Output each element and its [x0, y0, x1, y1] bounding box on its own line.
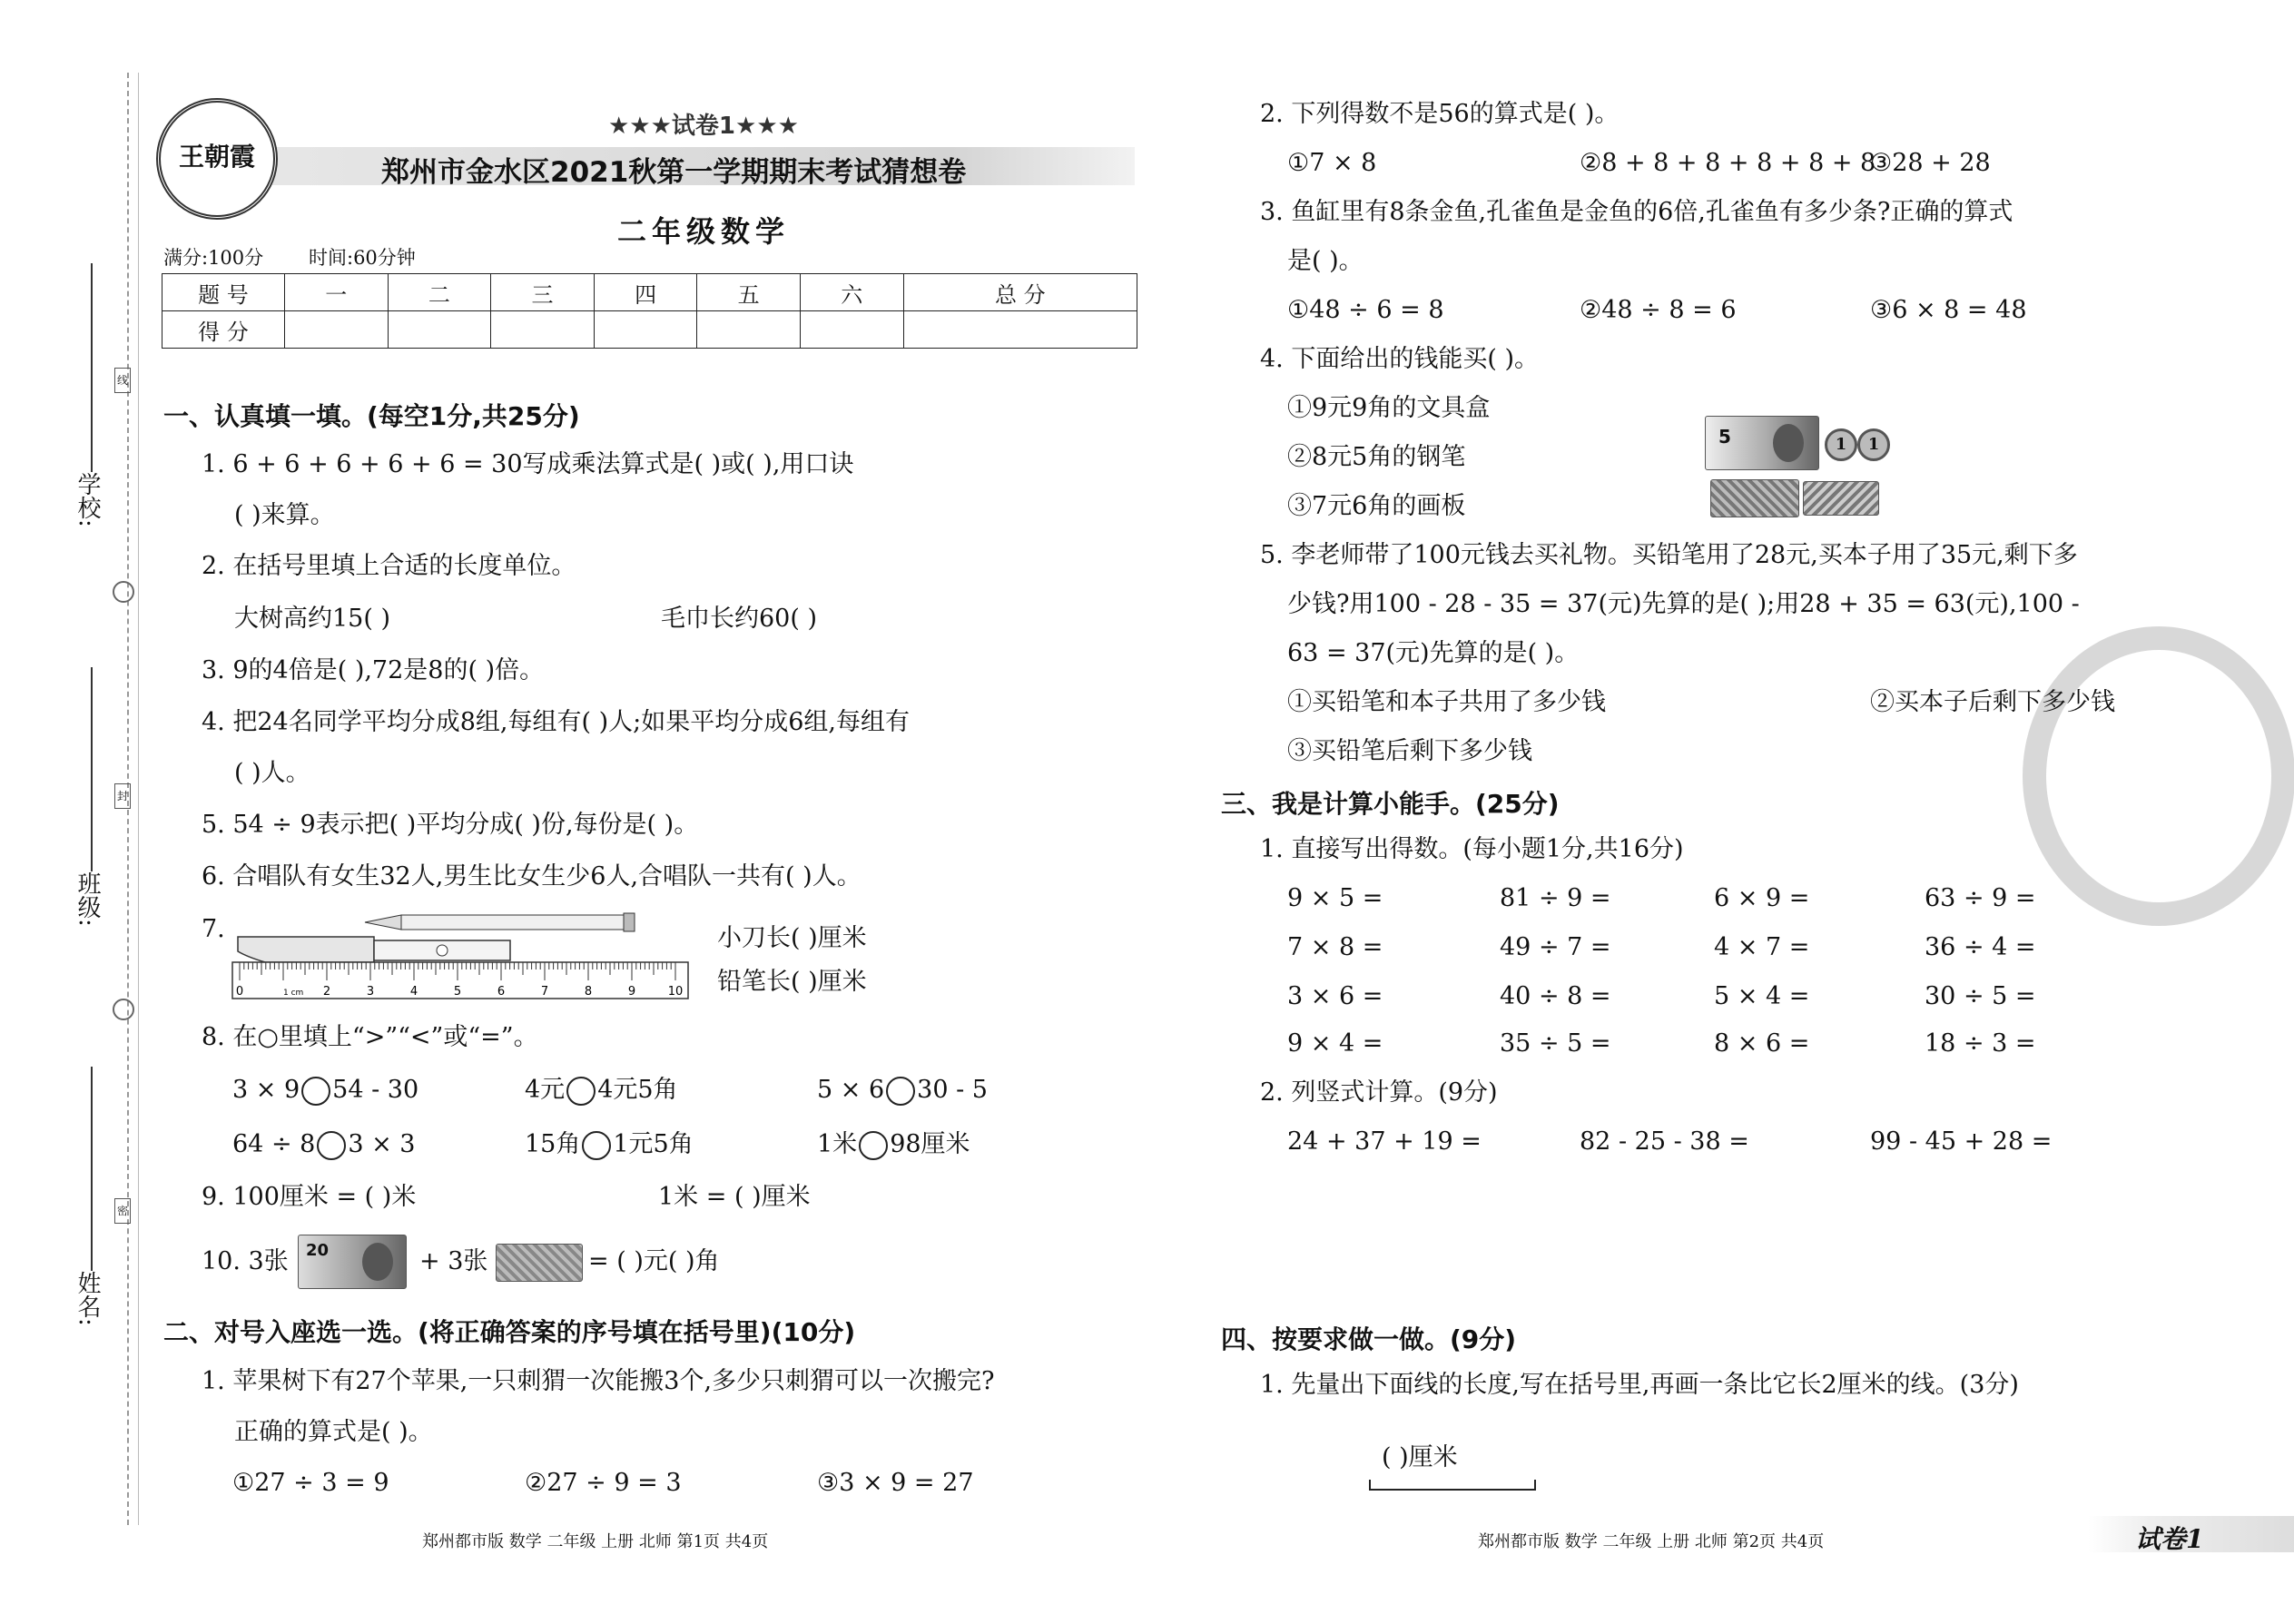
- calc-item: 40 ÷ 8 =: [1500, 982, 1611, 1010]
- binding-ring-icon: [113, 999, 134, 1020]
- binding-mark-seal: 封: [114, 783, 131, 809]
- score-cell[interactable]: [388, 311, 491, 349]
- exam-title: 郑州市金水区2021秋第一学期期末考试猜想卷: [381, 156, 967, 189]
- ruler-label: 3: [366, 985, 375, 999]
- s2-question-3-line-1: 3. 鱼缸里有8条金鱼,孔雀鱼是金鱼的6倍,孔雀鱼有多少条?正确的算式: [1260, 198, 2013, 226]
- calc-item: 36 ÷ 4 =: [1925, 933, 2036, 961]
- compare-right: 54 - 30: [332, 1076, 419, 1104]
- coin-1-jiao-icon: 1: [1857, 428, 1890, 461]
- portrait-icon: [1773, 424, 1804, 462]
- option: ①买铅笔和本子共用了多少钱: [1287, 688, 1606, 716]
- calc-item: 35 ÷ 5 =: [1500, 1029, 1611, 1058]
- table-cell: 得 分: [162, 311, 285, 349]
- option: ③买铅笔后剩下多少钱: [1287, 737, 1532, 765]
- binding-mark-dense: 密: [114, 1198, 131, 1224]
- ruler-figure: [229, 908, 694, 1002]
- score-cell[interactable]: [594, 311, 697, 349]
- name-field[interactable]: [91, 1067, 93, 1271]
- footer-right: 郑州都市版 数学 二年级 上册 北师 第2页 共4页: [1478, 1532, 1825, 1551]
- question-6: 6. 合唱队有女生32人,男生比女生少6人,合唱队一共有( )人。: [202, 862, 861, 891]
- score-cell[interactable]: [491, 311, 595, 349]
- question-8: 8. 在○里填上“>”“<”或“=”。: [202, 1023, 538, 1051]
- option: ③7元6角的画板: [1287, 492, 1466, 520]
- compare-left: 64 ÷ 8: [232, 1130, 316, 1158]
- calc-item: 9 × 4 =: [1287, 1029, 1383, 1058]
- compare-circle[interactable]: [859, 1131, 888, 1160]
- dense-watermark-icon: [2023, 626, 2294, 926]
- calc-item: 18 ÷ 3 =: [1925, 1029, 2036, 1058]
- measure-blank: ( )厘米: [1382, 1443, 1458, 1471]
- compare-item: [525, 1074, 678, 1107]
- question-7-knife: 小刀长( )厘米: [717, 924, 867, 952]
- compare-circle[interactable]: [301, 1077, 330, 1106]
- compare-circle[interactable]: [317, 1131, 346, 1160]
- binding-ring-icon: [113, 581, 134, 603]
- s2-question-5-line-2: 少钱?用100 - 28 - 35 = 37(元)先算的是( );用28 + 35 = 63(元),100 -: [1287, 590, 2080, 618]
- section-2-title: 二、对号入座选一选。(将正确答案的序号填在括号里)(10分): [163, 1317, 856, 1347]
- paper-number-title: ★★★试卷1★★★: [608, 113, 799, 140]
- pencil-icon: [365, 913, 635, 931]
- table-cell: 题 号: [162, 274, 285, 311]
- option: ③3 × 9 = 27: [817, 1469, 974, 1497]
- score-cell[interactable]: [800, 311, 903, 349]
- ruler-label: 8: [584, 985, 593, 999]
- question-3: 3. 9的4倍是( ),72是8的( )倍。: [202, 656, 545, 684]
- s2-question-3-line-2: 是( )。: [1287, 247, 1364, 275]
- full-score: 满分:100分: [163, 247, 264, 269]
- compare-left: 4元: [525, 1076, 566, 1104]
- coin-1-jiao-icon: 1: [1825, 428, 1857, 461]
- question-1-line-2: ( )来算。: [234, 501, 335, 529]
- table-cell: 二: [388, 274, 491, 311]
- portrait-icon: [362, 1243, 393, 1281]
- school-field[interactable]: [91, 263, 93, 472]
- banknote-value: 20: [306, 1241, 330, 1260]
- s3-question-2: 2. 列竖式计算。(9分): [1260, 1078, 1498, 1107]
- question-2-b: 毛巾长约60( ): [661, 605, 818, 633]
- compare-circle[interactable]: [582, 1131, 611, 1160]
- question-10-c: = ( )元( )角: [588, 1247, 720, 1275]
- table-cell: 六: [800, 274, 903, 311]
- score-table-header-row: [162, 274, 1137, 311]
- ruler-label: 4: [409, 985, 418, 999]
- ruler-label: 2: [322, 985, 331, 999]
- compare-item: [817, 1128, 970, 1161]
- calc-item: 6 × 9 =: [1714, 884, 1810, 912]
- calc-item: 4 × 7 =: [1714, 933, 1810, 961]
- school-label: 学校:: [74, 472, 101, 527]
- compare-right: 30 - 5: [917, 1076, 988, 1104]
- table-cell: 总 分: [903, 274, 1137, 311]
- ruler-label: 5: [453, 985, 462, 999]
- question-7-number: 7.: [202, 915, 225, 943]
- banknote-value: 5: [1718, 426, 1731, 448]
- calc-item: 5 × 4 =: [1714, 982, 1810, 1010]
- calc-item: 49 ÷ 7 =: [1500, 933, 1611, 961]
- table-cell: 三: [491, 274, 595, 311]
- table-cell: 五: [697, 274, 801, 311]
- brand-logo: [156, 98, 278, 220]
- ruler-label: 1 cm: [283, 989, 304, 998]
- banknote-2-jiao-icon: [1710, 479, 1799, 517]
- table-cell: 四: [594, 274, 697, 311]
- calc-item: 3 × 6 =: [1287, 982, 1383, 1010]
- binding-solid-line: [138, 73, 139, 1525]
- class-label: 班级:: [74, 871, 101, 927]
- vertical-calc: 24 + 37 + 19 =: [1287, 1127, 1482, 1156]
- calc-item: 9 × 5 =: [1287, 884, 1383, 912]
- s2-question-2: 2. 下列得数不是56的算式是( )。: [1260, 100, 1620, 128]
- option: ①48 ÷ 6 = 8: [1287, 296, 1444, 324]
- compare-right: 4元5角: [597, 1076, 678, 1104]
- ruler-label: 7: [540, 985, 549, 999]
- binding-mark-line: 线: [114, 368, 131, 393]
- question-4-line-1: 4. 把24名同学平均分成8组,每组有( )人;如果平均分成6组,每组有: [202, 708, 910, 736]
- question-9-a: 9. 100厘米 = ( )米: [202, 1183, 417, 1211]
- question-2-a: 大树高约15( ): [234, 605, 391, 633]
- banknote-2-jiao-icon: [496, 1244, 583, 1282]
- option: ③6 × 8 = 48: [1870, 296, 2027, 324]
- calc-item: 30 ÷ 5 =: [1925, 982, 2036, 1010]
- compare-item: [525, 1128, 694, 1161]
- paper-tag: [2088, 1516, 2294, 1552]
- option: ②买本子后剩下多少钱: [1870, 688, 2115, 716]
- vertical-calc: 99 - 45 + 28 =: [1870, 1127, 2053, 1156]
- ruler-label: 6: [497, 985, 506, 999]
- option: ①7 × 8: [1287, 149, 1377, 177]
- banknote-20-yuan-icon: [298, 1235, 407, 1289]
- question-1-line-1: 1. 6 + 6 + 6 + 6 + 6 = 30写成乘法算式是( )或( ),用口诀: [202, 450, 854, 478]
- compare-left: 1米: [817, 1130, 858, 1158]
- compare-circle[interactable]: [566, 1077, 596, 1106]
- compare-left: 3 × 9: [232, 1076, 300, 1104]
- option: ②27 ÷ 9 = 3: [525, 1469, 682, 1497]
- score-table: [162, 273, 1137, 349]
- option: ②8 + 8 + 8 + 8 + 8 + 8: [1580, 149, 1876, 177]
- question-4-line-2: ( )人。: [234, 759, 310, 787]
- vertical-calc: 82 - 25 - 38 =: [1580, 1127, 1749, 1156]
- question-10-b: + 3张: [419, 1247, 488, 1275]
- compare-right: 3 × 3: [348, 1130, 416, 1158]
- calc-item: 63 ÷ 9 =: [1925, 884, 2036, 912]
- option: ②48 ÷ 8 = 6: [1580, 296, 1737, 324]
- compare-left: 15角: [525, 1130, 581, 1158]
- s2-question-1-line-2: 正确的算式是( )。: [234, 1418, 433, 1446]
- option: ②8元5角的钢笔: [1287, 443, 1466, 471]
- calc-item: 81 ÷ 9 =: [1500, 884, 1611, 912]
- ruler-label: 10: [667, 985, 684, 999]
- banknote-1-jiao-icon: [1803, 481, 1879, 516]
- s2-question-5-line-1: 5. 李老师带了100元钱去买礼物。买铅笔用了28元,买本子用了35元,剩下多: [1260, 541, 2078, 569]
- compare-circle[interactable]: [886, 1077, 915, 1106]
- section-3-title: 三、我是计算小能手。(25分): [1221, 789, 1560, 819]
- calc-item: 8 × 6 =: [1714, 1029, 1810, 1058]
- ruler-label: 0: [235, 985, 244, 999]
- footer-left: 郑州都市版 数学 二年级 上册 北师 第1页 共4页: [422, 1532, 769, 1551]
- logo-text: 王朝霞: [178, 142, 255, 172]
- compare-right: 1元5角: [613, 1130, 694, 1158]
- exam-time: 时间:60分钟: [309, 247, 416, 269]
- s2-question-5-line-3: 63 = 37(元)先算的是( )。: [1287, 639, 1580, 667]
- question-9-b: 1米 = ( )厘米: [658, 1183, 811, 1211]
- paper-tag-label: 试卷1: [2135, 1524, 2204, 1554]
- subject-title: 二年级数学: [617, 214, 791, 249]
- score-cell[interactable]: [903, 311, 1137, 349]
- option: ①27 ÷ 3 = 9: [232, 1469, 389, 1497]
- name-label: 姓名:: [74, 1271, 101, 1326]
- score-cell[interactable]: [285, 311, 389, 349]
- ruler-label: 9: [627, 985, 636, 999]
- question-10-a: 10. 3张: [202, 1247, 289, 1275]
- table-cell: 一: [285, 274, 389, 311]
- option: ③28 + 28: [1870, 149, 1991, 177]
- option: ①9元9角的文具盒: [1287, 394, 1491, 422]
- s3-question-1: 1. 直接写出得数。(每小题1分,共16分): [1260, 835, 1684, 863]
- compare-item: [817, 1074, 988, 1107]
- section-1-title: 一、认真填一填。(每空1分,共25分): [163, 401, 580, 431]
- calc-item: 7 × 8 =: [1287, 933, 1383, 961]
- class-field[interactable]: [91, 667, 93, 871]
- s4-question-1: 1. 先量出下面线的长度,写在括号里,再画一条比它长2厘米的线。(3分): [1260, 1371, 2019, 1399]
- s2-question-4: 4. 下面给出的钱能买( )。: [1260, 345, 1539, 373]
- banknote-5-yuan-icon: [1705, 416, 1819, 470]
- compare-right: 98厘米: [890, 1130, 970, 1158]
- score-table-score-row: [162, 311, 1137, 349]
- score-cell[interactable]: [697, 311, 801, 349]
- measure-line: [1369, 1480, 1536, 1491]
- s2-question-1-line-1: 1. 苹果树下有27个苹果,一只刺猬一次能搬3个,多少只刺猬可以一次搬完?: [202, 1367, 995, 1395]
- compare-left: 5 × 6: [817, 1076, 885, 1104]
- question-5: 5. 54 ÷ 9表示把( )平均分成( )份,每份是( )。: [202, 811, 699, 839]
- section-4-title: 四、按要求做一做。(9分): [1221, 1324, 1517, 1354]
- compare-item: [232, 1074, 418, 1107]
- question-7-pencil: 铅笔长( )厘米: [717, 968, 867, 996]
- knife-icon: [238, 937, 510, 962]
- question-2: 2. 在括号里填上合适的长度单位。: [202, 552, 576, 580]
- compare-item: [232, 1128, 415, 1161]
